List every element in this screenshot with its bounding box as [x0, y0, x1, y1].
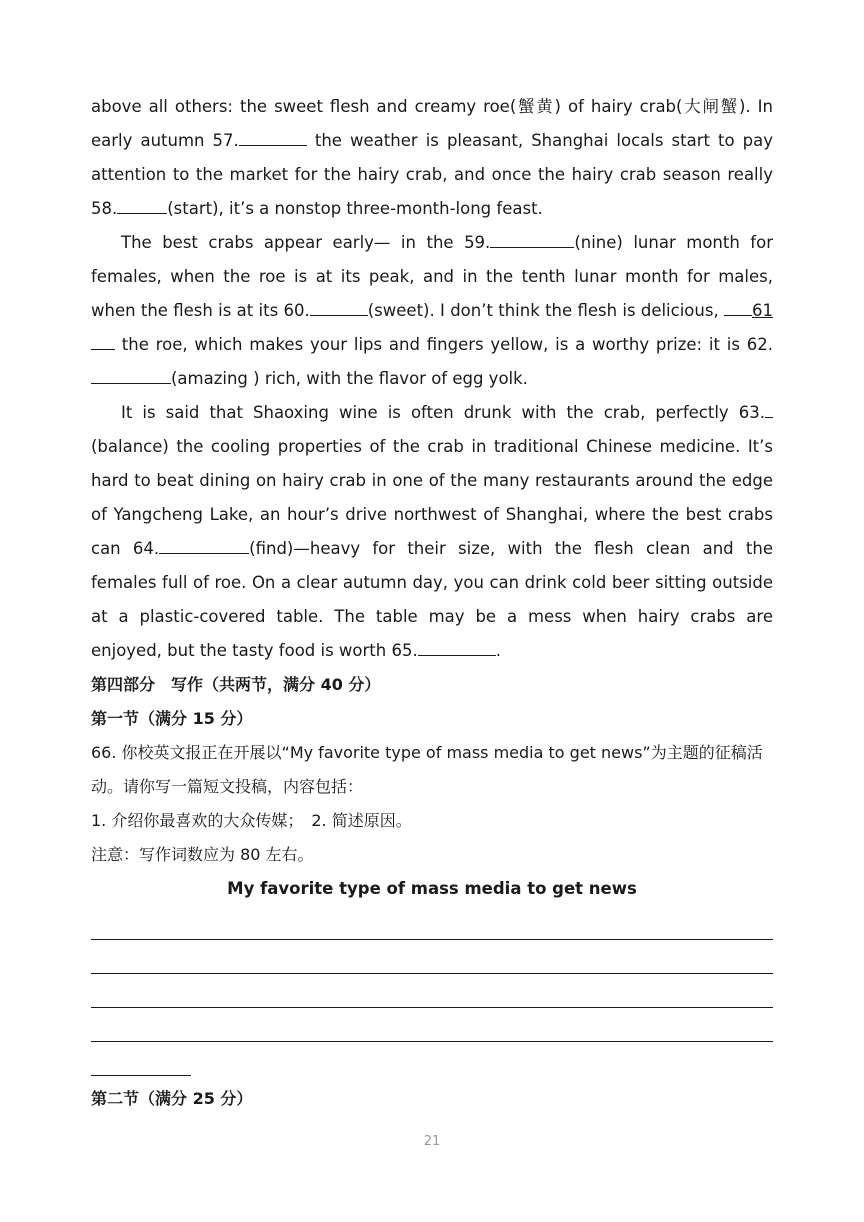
writing-line-short[interactable] [91, 1042, 191, 1076]
q66-note: 注意：写作词数应为 80 左右。 [91, 845, 314, 864]
text-run: . [495, 641, 501, 660]
text-run: The best crabs appear early— in the 59. [121, 233, 491, 252]
q66-points: 1. 介绍你最喜欢的大众传媒； 2. 简述原因。 [91, 811, 412, 830]
passage-paragraph-2 [91, 226, 773, 396]
q66-prompt: 66. 你校英文报正在开展以“My favorite type of mass media to get news”为主题的征稿活动。请你写一篇短文投稿，内容包括： [91, 743, 763, 796]
blank-59[interactable] [490, 230, 574, 248]
blank-58[interactable] [117, 196, 167, 214]
blank-64[interactable] [159, 536, 249, 554]
blank-63[interactable] [765, 400, 773, 418]
blank-62[interactable] [91, 366, 171, 384]
text-run: (nine) lunar month for females, when the roe is at its peak, and in the tenth lunar month for males, when the flesh is at its 60. [91, 233, 773, 320]
blank-65[interactable] [418, 638, 496, 656]
section2-heading: 第二节（满分 25 分） [91, 1089, 253, 1108]
text-run: the weather is pleasant, Shanghai locals start to pay attention to the market for the hairy crab, and once the hairy crab season really 58. [91, 131, 773, 218]
text-run: It is said that Shaoxing wine is often drunk with the crab, perfectly 63. [121, 403, 765, 422]
text-run: (amazing ) rich, with the flavor of egg yolk. [171, 369, 528, 388]
blank-61-number: 61 [752, 301, 773, 320]
blank-61-left[interactable] [724, 298, 752, 316]
text-run: the roe, which makes your lips and fingers yellow, is a worthy prize: it is 62. [115, 335, 773, 354]
passage-paragraph-1 [91, 90, 773, 226]
text-run: (sweet). I don’t think the flesh is delicious, [367, 301, 724, 320]
writing-area[interactable] [91, 906, 773, 1076]
text-run: (find)—heavy for their size, with the flesh clean and the females full of roe. On a clear autumn day, you can drink cold beer sitting outside at a plastic-covered table. The table may be a mess when hairy crabs are enjoyed, but the tasty food is worth 65. [91, 539, 773, 660]
writing-line[interactable] [91, 906, 773, 940]
passage-paragraph-3 [91, 396, 773, 668]
blank-60[interactable] [310, 298, 368, 316]
part4-heading: 第四部分 写作（共两节，满分 40 分） [91, 675, 381, 694]
text-run: (balance) the cooling properties of the crab in traditional Chinese medicine. It’s hard to beat dining on hairy crab in one of the many restaurants around the edge of Yangcheng Lake, an hour’s drive northwest of Shanghai, where the best crabs can 64. [91, 437, 773, 558]
writing-line[interactable] [91, 1008, 773, 1042]
section1-heading: 第一节（满分 15 分） [91, 709, 253, 728]
blank-57[interactable] [239, 128, 307, 146]
text-run: (start), it’s a nonstop three-month-long feast. [167, 199, 543, 218]
essay-title: My favorite type of mass media to get news [227, 879, 637, 898]
page-number: 21 [423, 1134, 441, 1149]
writing-line[interactable] [91, 974, 773, 1008]
blank-61-right[interactable] [91, 332, 115, 350]
writing-line[interactable] [91, 940, 773, 974]
document-page [91, 90, 773, 1116]
text-run: above all others: the sweet flesh and creamy roe(蟹黄) of hairy crab(大闸蟹). In early autumn 57. [91, 97, 773, 150]
